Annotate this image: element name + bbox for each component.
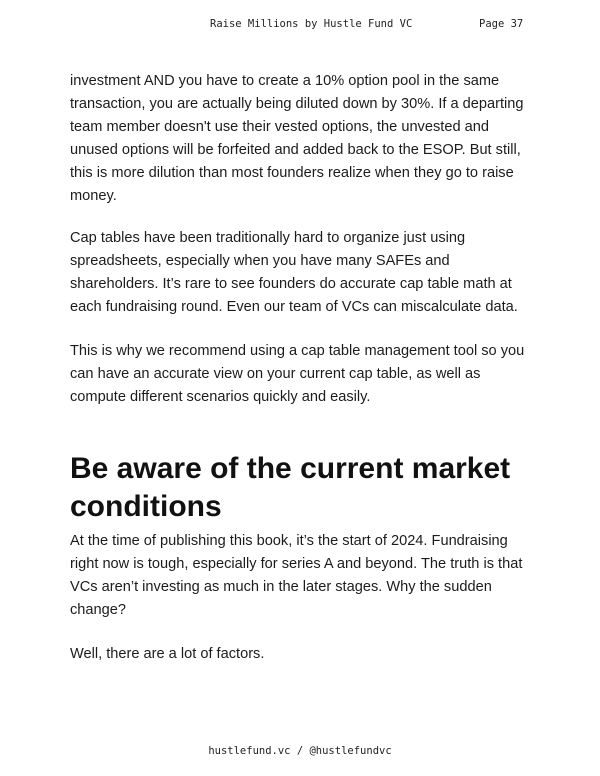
page-number: Page 37 [479,18,524,30]
paragraph-dilution: investment AND you have to create a 10% option pool in the same transaction, you are actually being diluted down by 30%. If a departing team member doesn't use their vested options, the unvested and unused options will be forfeited and added back to the ESOP. But still, this is more dilution than most founders realize when they go to raise money. [70,73,524,204]
running-footer: hustlefund.vc / @hustlefundvc [208,745,392,757]
paragraph-factors: Well, there are a lot of factors. [70,646,265,662]
paragraph-cap-tables: Cap tables have been traditionally hard to organize just using spreadsheets, especially when you have many SAFEs and shareholders. It’s rare to see founders do accurate cap table math at each fundraising round. Even our team of VCs can miscalculate data. [70,230,518,315]
running-header [0,18,600,34]
book-title: Raise Millions by Hustle Fund VC [210,18,413,30]
paragraph-market-2024: At the time of publishing this book, it’s the start of 2024. Fundraising right now is tough, especially for series A and beyond. The truth is that VCs aren’t investing as much in the later stages. Why the sudden change? [70,533,523,618]
section-heading: Be aware of the current market conditions [70,452,511,523]
paragraph-recommendation: This is why we recommend using a cap table management tool so you can have an accurate view on your current cap table, as well as compute different scenarios quickly and easily. [70,343,525,405]
